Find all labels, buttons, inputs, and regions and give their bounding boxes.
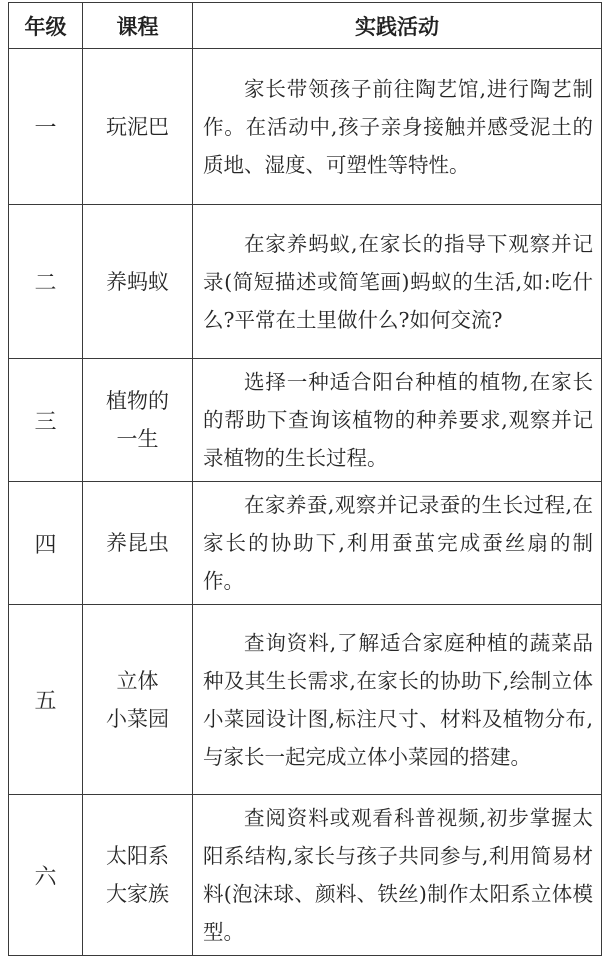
grade-cell: 三 [9, 359, 83, 482]
activity-text: 在家养蚂蚁,在家长的指导下观察并记录(简短描述或简笔画)蚂蚁的生活,如:吃什么?平常在土里做什么?如何交流? [203, 231, 593, 332]
activity-cell [193, 605, 602, 795]
course-cell [83, 205, 193, 359]
table-row [9, 795, 602, 956]
course-name-line-1: 太阳系 [106, 844, 169, 868]
course-name-line-1: 植物的 [106, 389, 169, 413]
course-name-line-2: 一生 [116, 427, 159, 451]
practice-activity-table [8, 2, 602, 956]
table-row [9, 482, 602, 605]
course-name: 养昆虫 [106, 531, 169, 555]
table-row [9, 605, 602, 795]
course-name: 养蚂蚁 [106, 269, 169, 294]
course-name: 玩泥巴 [106, 114, 169, 139]
grade-cell: 二 [9, 205, 83, 359]
header-course: 课程 [83, 3, 193, 49]
grade-cell: 五 [9, 605, 83, 795]
activity-text: 查询资料,了解适合家庭种植的蔬菜品种及其生长需求,在家长的协助下,绘制立体小菜园设计图,标注尺寸、材料及植物分布,与家长一起完成立体小菜园的搭建。 [203, 630, 593, 769]
grade-cell: 一 [9, 49, 83, 205]
course-name-line-1: 立体 [116, 668, 159, 693]
course-cell [83, 359, 193, 482]
activity-cell [193, 359, 602, 482]
grade-cell: 六 [9, 795, 83, 956]
table-row [9, 49, 602, 205]
activity-cell [193, 205, 602, 359]
activity-cell [193, 795, 602, 956]
activity-text: 查阅资料或观看科普视频,初步掌握太阳系结构,家长与孩子共同参与,利用简易材料(泡沫球、颜料、铁丝)制作太阳系立体模型。 [203, 806, 593, 944]
course-cell [83, 605, 193, 795]
table-row [9, 359, 602, 482]
table-header-row [9, 3, 602, 49]
course-cell [83, 49, 193, 205]
activity-cell [193, 49, 602, 205]
activity-text: 在家养蚕,观察并记录蚕的生长过程,在家长的协助下,利用蚕茧完成蚕丝扇的制作。 [203, 493, 593, 593]
course-cell [83, 795, 193, 956]
grade-cell: 四 [9, 482, 83, 605]
table-row [9, 205, 602, 359]
activity-text: 选择一种适合阳台种植的植物,在家长的帮助下查询该植物的种养要求,观察并记录植物的生长过程。 [203, 370, 593, 470]
header-grade: 年级 [9, 3, 83, 49]
activity-cell [193, 482, 602, 605]
activity-text: 家长带领孩子前往陶艺馆,进行陶艺制作。在活动中,孩子亲身接触并感受泥土的质地、湿度、可塑性等特性。 [203, 76, 593, 177]
course-name-line-2: 小菜园 [106, 706, 169, 731]
header-activity: 实践活动 [193, 3, 602, 49]
course-name-line-2: 大家族 [106, 882, 169, 906]
course-cell [83, 482, 193, 605]
